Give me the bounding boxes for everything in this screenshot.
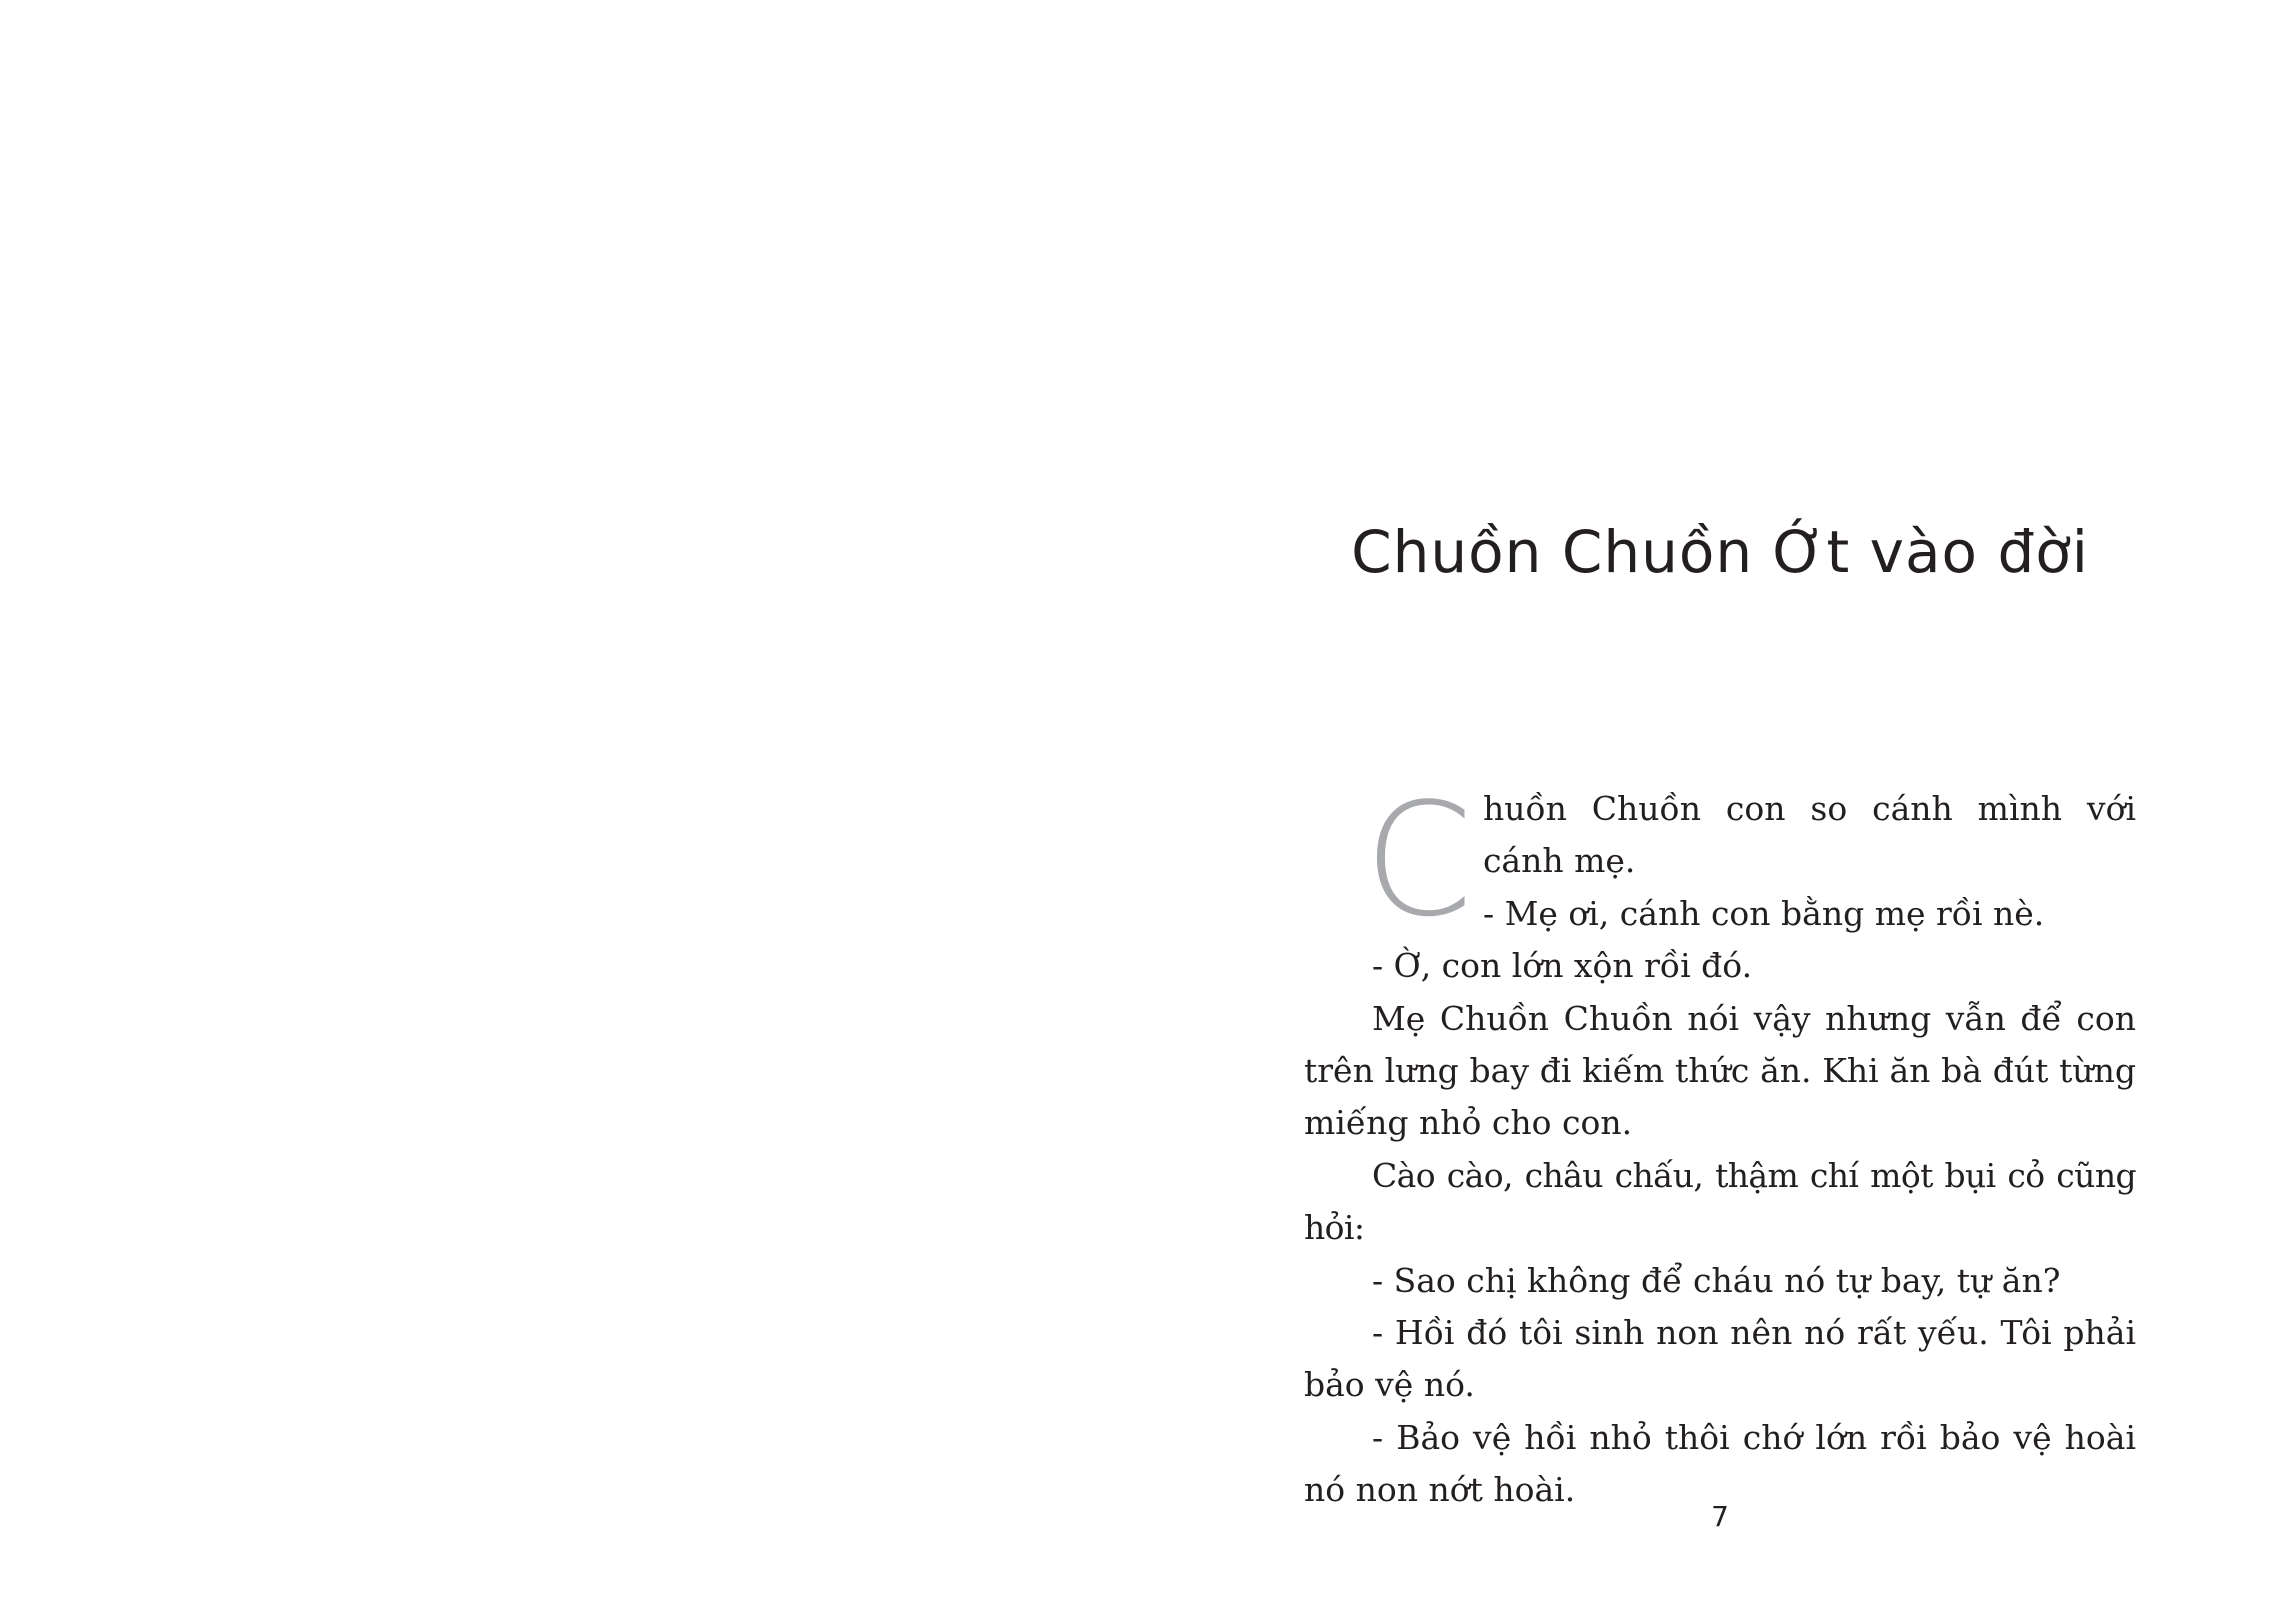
dialogue-line: - Ờ, con lớn xộn rồi đó. <box>1372 946 1753 986</box>
page-number: 7 <box>1711 1500 1729 1533</box>
chapter-title: Chuồn Chuồn Ớt vào đời <box>1351 518 2089 586</box>
dialogue-line: - Hồi đó tôi sinh non nên nó rất yếu. Tôi phải bảo vệ nó. <box>1304 1313 2136 1405</box>
story-body <box>1304 769 2136 1517</box>
narration-paragraph: Cào cào, châu chấu, thậm chí một bụi cỏ cũng hỏi: <box>1304 1155 2136 1248</box>
drop-cap-letter: C <box>1364 769 1473 951</box>
dialogue-line: - Mẹ ơi, cánh con bằng mẹ rồi nè. <box>1482 893 2045 933</box>
opening-paragraph: huồn Chuồn con so cánh mình với cánh mẹ. <box>1482 789 2136 881</box>
dialogue-line: - Bảo vệ hồi nhỏ thôi chớ lớn rồi bảo vệ hoài nó non nớt hoài. <box>1304 1417 2136 1510</box>
dialogue-line: - Sao chị không để cháu nó tự bay, tự ăn? <box>1372 1260 2061 1300</box>
narration-paragraph: Mẹ Chuồn Chuồn nói vậy nhưng vẫn để con trên lưng bay đi kiếm thức ăn. Khi ăn bà đút từng miếng nhỏ cho con. <box>1304 998 2136 1143</box>
